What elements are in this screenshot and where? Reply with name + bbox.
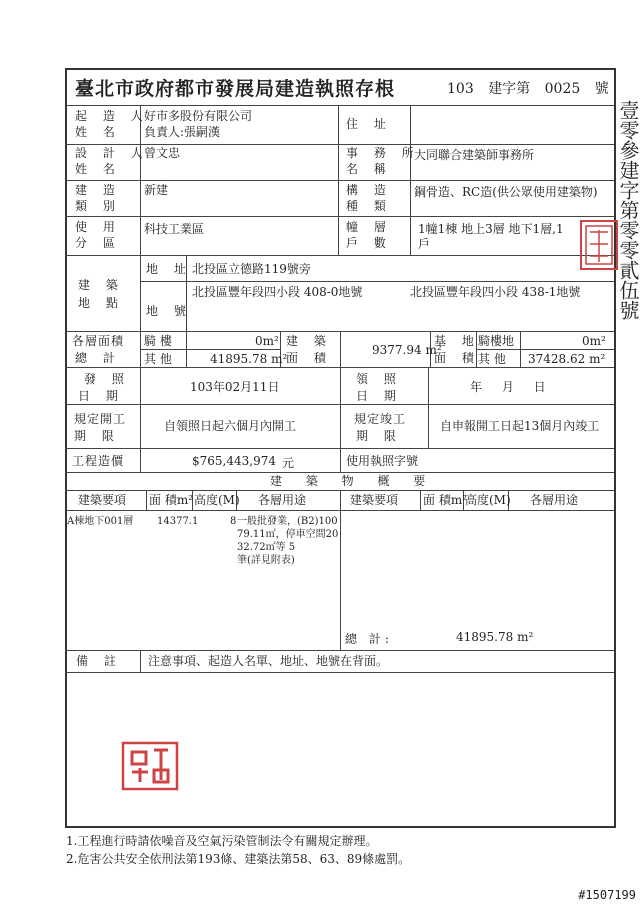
cost-unit: 元 [282, 456, 295, 470]
address-value: 北投區立德路119號旁 [192, 262, 311, 276]
col-height-right: 高度(M) [465, 493, 511, 507]
col-item-right: 建築要項 [350, 493, 399, 507]
col-use-left: 各層用途 [258, 493, 307, 507]
grid-line [476, 349, 615, 350]
area-label: 各層面積 [72, 334, 125, 348]
address-label: 住 址 [346, 117, 392, 131]
remark-label: 備 註 [76, 654, 122, 668]
permit-year: 103 [447, 81, 474, 97]
units-value-2: 戶 [418, 237, 431, 251]
grid-line [410, 105, 411, 255]
build-type-label: 建 造 [75, 183, 121, 197]
col-item-left: 建築要項 [78, 493, 127, 507]
official-seal-small [580, 220, 618, 270]
grid-line [340, 367, 341, 472]
grid-line [428, 367, 429, 448]
builder-label: 起 造 人 [75, 109, 149, 123]
zoning-value: 科技工業區 [144, 222, 205, 236]
col-area-right: 面 積m² [423, 493, 468, 507]
lot-value-1: 北投區豐年段四小段 408-0地號 [192, 285, 363, 299]
grid-line [338, 105, 339, 255]
builder-representative: 負責人:張嗣漢 [144, 125, 221, 139]
finish-deadline-label-2: 期 限 [356, 429, 402, 443]
other-value: 41895.78 m² [210, 352, 288, 366]
grid-line [340, 490, 341, 650]
building-area-label-2: 面 積 [286, 351, 332, 365]
building-area-value: 9377.94 m² [372, 343, 442, 357]
structure-label: 構 造 [346, 183, 392, 197]
total-label: 總 計: [345, 632, 393, 646]
units-label: 幢 層 [346, 220, 392, 234]
watermark-id: #1507199 [578, 888, 636, 902]
base-other-value: 37428.62 m² [528, 352, 606, 366]
grid-line [140, 281, 615, 282]
location-label-2: 地 點 [78, 296, 124, 310]
receive-date-label-2: 日 期 [356, 389, 402, 403]
start-deadline-label: 規定開工 [74, 412, 127, 426]
building-area-label: 建 築 [286, 334, 332, 348]
license-number-label: 使用執照字號 [346, 454, 419, 468]
designer-label-2: 姓 名 [75, 162, 121, 176]
permit-suffix: 號 [594, 81, 609, 97]
arcade-label: 騎 樓 [144, 334, 172, 348]
designer-name: 曾文忠 [144, 146, 181, 160]
build-type-value: 新建 [144, 183, 169, 197]
build-type-label-2: 類 別 [75, 199, 121, 213]
grid-line [140, 650, 141, 672]
col-use-right: 各層用途 [530, 493, 579, 507]
footer-note-2: 2.危害公共安全依刑法第193條、建築法第58、63、89條處罰。 [66, 852, 411, 866]
base-arcade-label: 騎樓地 [478, 334, 515, 348]
structure-value: 鋼骨造、RC造(供公眾使用建築物) [414, 185, 598, 199]
grid-line [66, 472, 615, 473]
item-height: 8 [230, 516, 237, 527]
permit-number [447, 78, 619, 98]
units-label-2: 戶 數 [346, 236, 392, 250]
grid-line [66, 255, 615, 256]
grid-line [340, 331, 341, 367]
grid-line [66, 144, 615, 145]
issue-date-label: 發 照 [84, 372, 130, 386]
grid-line [140, 349, 280, 350]
zoning-label: 使 用 [75, 220, 121, 234]
grid-line [66, 216, 615, 217]
grid-line [66, 180, 615, 181]
office-label: 事 務 所 [346, 146, 420, 160]
grid-line [186, 331, 187, 367]
grid-line [66, 105, 615, 106]
cost-value: $765,443,974 [192, 454, 276, 468]
item-floor: A棟地下001層 [67, 516, 134, 527]
office-label-2: 名 稱 [346, 162, 392, 176]
col-height-left: 高度(M) [194, 493, 240, 507]
base-area-label: 基 地 [434, 334, 480, 348]
grid-line [66, 650, 615, 651]
start-deadline-label-2: 期 限 [74, 429, 120, 443]
finish-deadline-label: 規定竣工 [354, 412, 407, 426]
official-seal-large [120, 740, 180, 792]
builder-name: 好市多股份有限公司 [144, 109, 253, 123]
zoning-label-2: 分 區 [75, 236, 121, 250]
total-value: 41895.78 m² [456, 630, 534, 644]
document-title: 臺北市政府都市發展局建造執照存根 [75, 78, 396, 100]
grid-line [420, 490, 421, 510]
other-label: 其 他 [144, 352, 172, 366]
base-area-label-2: 面 積 [434, 351, 480, 365]
lot-label: 地 號 [146, 304, 192, 318]
grid-line [66, 672, 615, 673]
remark-value: 注意事項、起造人名單、地址、地號在背面。 [148, 654, 389, 668]
location-label: 建 築 [78, 278, 124, 292]
cost-label: 工程造價 [72, 454, 125, 468]
issue-date-label-2: 日 期 [78, 389, 124, 403]
col-area-left: 面 積m² [149, 493, 194, 507]
item-use-2: 79.11㎡，停車空間20 [237, 529, 339, 540]
grid-line [146, 490, 147, 510]
start-deadline-value: 自領照日起六個月內開工 [164, 419, 297, 433]
base-other-label: 其 他 [478, 352, 506, 366]
issue-date-value: 103年02月11日 [190, 380, 280, 394]
item-use-1: 一般批發業，(B2)100 [237, 516, 338, 527]
item-use-3: 32.72㎡等 5 [237, 542, 296, 553]
designer-label: 設 計 人 [75, 146, 149, 160]
permit-serial: 0025 [544, 81, 581, 97]
grid-line [520, 331, 521, 367]
permit-type: 建字第 [488, 81, 531, 97]
area-total-label: 總 計 [75, 351, 121, 365]
footer-note-1: 1.工程進行時請依噪音及空氣污染管制法令有關規定辦理。 [66, 834, 378, 848]
office-name: 大同聯合建築師事務所 [414, 148, 535, 162]
lot-value-2: 北投區豐年段四小段 438-1地號 [410, 285, 581, 299]
item-area: 14377.1 [157, 516, 199, 527]
receive-date-value: 年 月 日 [470, 380, 554, 394]
address-sub-label: 地 址 [146, 262, 192, 276]
structure-label-2: 種 類 [346, 199, 392, 213]
builder-label-2: 姓 名 [75, 125, 121, 139]
item-use-4: 筆(詳見附表) [237, 555, 295, 566]
summary-header: 建 築 物 概 要 [270, 474, 436, 488]
receive-date-label: 領 照 [356, 372, 402, 386]
arcade-value: 0m² [255, 334, 279, 348]
units-value: 1幢1棟 地上3層 地下1層,1 [418, 222, 564, 236]
base-arcade-value: 0m² [582, 334, 606, 348]
finish-deadline-value: 自申報開工日起13個月內竣工 [440, 419, 600, 433]
side-permit-number: 壹零參建字第零零貳伍號 [616, 100, 640, 320]
